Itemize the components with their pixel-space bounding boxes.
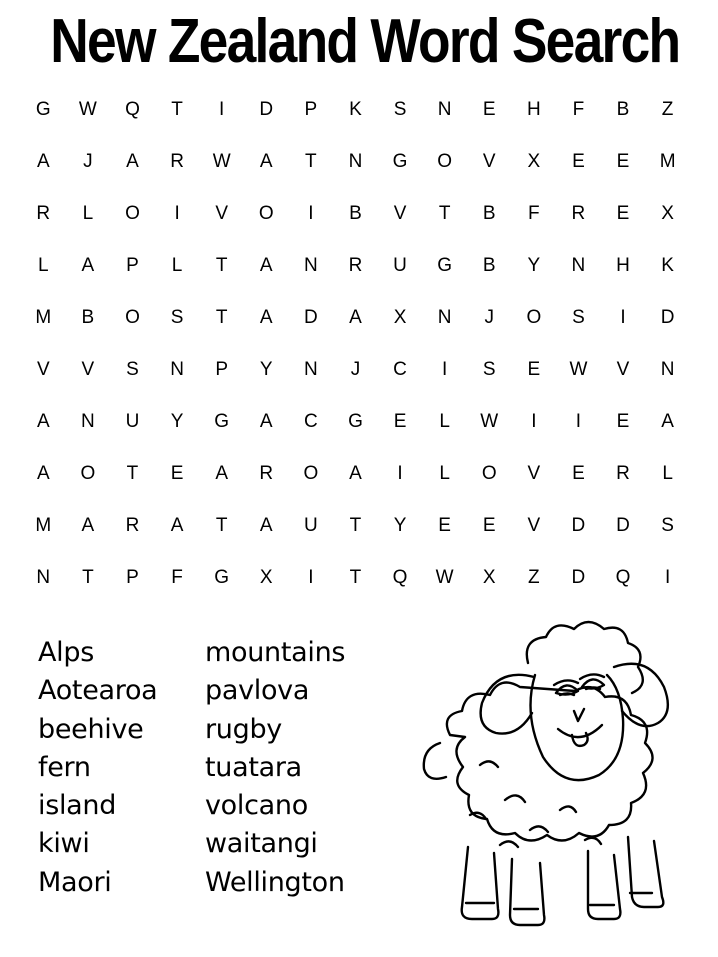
word-list-item: Aotearoa (38, 675, 158, 707)
grid-cell: P (304, 99, 318, 120)
grid-cell: V (527, 515, 541, 536)
grid-cell: H (616, 255, 630, 276)
grid-cell: W (212, 151, 231, 172)
grid-cell: E (527, 359, 541, 380)
grid-cell: Y (393, 515, 407, 536)
grid-cell: A (81, 515, 95, 536)
grid-cell: Q (125, 99, 140, 120)
grid-cell: Z (528, 567, 540, 588)
grid-cell: A (215, 463, 229, 484)
grid-cell: V (36, 359, 50, 380)
grid-cell: A (259, 307, 273, 328)
grid-cell: Y (259, 359, 273, 380)
grid-cell: S (572, 307, 585, 328)
grid-cell: C (393, 359, 407, 380)
grid-cell: R (616, 463, 630, 484)
grid-cell: E (572, 151, 585, 172)
grid-cell: O (437, 151, 453, 172)
grid-cell: E (438, 515, 451, 536)
grid-cell: T (215, 255, 228, 276)
grid-cell: A (36, 151, 50, 172)
grid-cell: L (82, 203, 94, 224)
grid-cell: I (219, 99, 225, 120)
grid-cell: S (393, 99, 407, 120)
grid-cell: Z (661, 99, 674, 120)
grid-cell: D (259, 99, 274, 120)
grid-cell: V (616, 359, 630, 380)
grid-cell: G (35, 99, 51, 120)
grid-cell: H (526, 99, 541, 120)
grid-cell: X (393, 307, 407, 328)
grid-cell: L (662, 463, 673, 484)
grid-cell: A (259, 411, 273, 432)
sheep-leg-front-right (510, 859, 544, 925)
sheep-leg-front-left (462, 847, 499, 919)
grid-cell: N (36, 567, 51, 588)
grid-cell: V (215, 203, 229, 224)
grid-cell: E (393, 411, 407, 432)
grid-cell: G (214, 411, 230, 432)
grid-cell: P (126, 567, 139, 588)
grid-cell: I (308, 203, 314, 224)
grid-cell: I (575, 411, 582, 432)
sheep-illustration (410, 615, 695, 935)
word-list-item: kiwi (38, 828, 90, 860)
grid-cell: N (81, 411, 95, 432)
grid-cell: V (81, 359, 95, 380)
grid-cell: D (303, 307, 318, 328)
word-list-item: Wellington (205, 866, 345, 898)
grid-cell: E (482, 515, 496, 536)
grid-cell: T (215, 515, 228, 536)
word-list-column-1 (38, 634, 157, 902)
grid-cell: A (661, 411, 674, 432)
grid-cell: A (349, 307, 362, 328)
grid-cell: E (482, 99, 496, 120)
grid-cell: N (437, 307, 452, 328)
grid-cell: T (349, 515, 362, 536)
grid-cell: T (349, 567, 362, 588)
grid-cell: U (303, 515, 318, 536)
grid-cell: A (259, 151, 273, 172)
grid-cell: T (171, 99, 183, 120)
grid-cell: T (82, 567, 94, 588)
grid-cell: E (616, 151, 630, 172)
grid-cell: B (482, 255, 496, 276)
grid-cell: S (170, 307, 184, 328)
grid-cell: E (170, 463, 184, 484)
grid-cell: R (125, 515, 140, 536)
grid-cell: O (481, 463, 497, 484)
sheep-mouth (558, 725, 602, 737)
grid-cell: A (126, 151, 139, 172)
grid-cell: A (36, 411, 50, 432)
grid-cell: X (482, 567, 496, 588)
grid-cell: B (349, 203, 362, 224)
grid-cell: G (437, 255, 453, 276)
sheep-leg-back-right (628, 837, 663, 907)
grid-cell: J (350, 359, 361, 380)
grid-cell: F (528, 203, 540, 224)
grid-cell: I (620, 307, 626, 328)
grid-cell: R (259, 463, 274, 484)
grid-cell: R (36, 203, 51, 224)
grid-cell: O (258, 203, 274, 224)
word-list-item: mountains (205, 637, 346, 668)
grid-cell: V (482, 151, 496, 172)
word-list-item: beehive (38, 713, 144, 745)
grid-cell: J (83, 151, 93, 172)
grid-cell: A (36, 463, 50, 484)
grid-cell: O (80, 463, 96, 484)
grid-cell: X (661, 203, 674, 224)
grid-cell: X (259, 567, 273, 588)
grid-cell: E (616, 203, 630, 224)
grid-cell: I (442, 359, 448, 380)
grid-cell: M (35, 307, 52, 328)
grid-cell: R (170, 151, 184, 172)
grid-cell: N (303, 359, 318, 380)
grid-cell: A (81, 255, 95, 276)
grid-cell: P (215, 359, 229, 380)
grid-cell: I (174, 203, 180, 224)
grid-cell: A (259, 255, 273, 276)
page-title: New Zealand Word Search (50, 7, 680, 76)
sheep-leg-back-left (588, 851, 620, 919)
grid-cell: G (392, 151, 408, 172)
grid-cell: N (348, 151, 363, 172)
grid-cell: A (170, 515, 184, 536)
word-list-item: pavlova (205, 675, 310, 707)
word-list-column-2 (205, 634, 345, 902)
grid-cell: R (571, 203, 586, 224)
grid-cell: A (349, 463, 362, 484)
grid-cell: G (214, 567, 230, 588)
sheep-eye-right (582, 679, 604, 689)
grid-cell: G (348, 411, 363, 432)
grid-cell: Y (527, 255, 541, 276)
grid-cell: B (616, 99, 630, 120)
grid-cell: F (572, 99, 585, 120)
grid-cell: O (526, 307, 542, 328)
grid-cell: B (81, 307, 95, 328)
grid-cell: I (397, 463, 403, 484)
grid-cell: U (393, 255, 407, 276)
grid-cell: T (215, 307, 228, 328)
grid-cell: L (38, 255, 49, 276)
grid-cell: M (659, 151, 676, 172)
grid-cell: L (439, 411, 450, 432)
grid-cell: S (661, 515, 674, 536)
grid-cell: N (571, 255, 586, 276)
grid-cell: K (349, 99, 362, 120)
sheep-nose (574, 709, 584, 721)
word-list-item: rugby (205, 713, 282, 745)
grid-cell: T (126, 463, 139, 484)
word-list-item: Alps (38, 637, 94, 668)
word-list-item: Maori (38, 866, 112, 898)
grid-cell: J (484, 307, 494, 328)
grid-cell: D (616, 515, 630, 536)
sheep-tail (424, 743, 446, 779)
grid-cell: R (348, 255, 363, 276)
grid-cell: L (439, 463, 450, 484)
grid-cell: O (125, 307, 140, 328)
grid-cell: O (125, 203, 140, 224)
grid-cell: S (126, 359, 139, 380)
grid-cell: K (661, 255, 674, 276)
grid-cell: N (170, 359, 184, 380)
grid-cell: C (303, 411, 318, 432)
grid-cell: E (616, 411, 630, 432)
grid-cell: O (303, 463, 319, 484)
word-list-item: tuatara (205, 751, 302, 783)
letter-grid (21, 84, 685, 604)
grid-cell: W (78, 99, 97, 120)
grid-cell: T (438, 203, 451, 224)
grid-cell: V (527, 463, 541, 484)
grid-cell: I (308, 567, 314, 588)
grid-cell: Y (170, 411, 184, 432)
grid-cell: X (527, 151, 541, 172)
grid-cell: V (393, 203, 407, 224)
grid-cell: S (482, 359, 496, 380)
grid-cell: N (303, 255, 318, 276)
grid-cell: I (664, 567, 671, 588)
grid-cell: Q (392, 567, 408, 588)
grid-cell: Q (615, 567, 631, 588)
word-list-item: waitangi (205, 828, 318, 860)
grid-cell: W (480, 411, 499, 432)
grid-cell: A (259, 515, 273, 536)
grid-cell: D (571, 567, 586, 588)
grid-cell: N (660, 359, 675, 380)
grid-cell: N (437, 99, 452, 120)
grid-cell: D (660, 307, 675, 328)
grid-cell: F (171, 567, 183, 588)
grid-cell: W (569, 359, 588, 380)
grid-cell: E (572, 463, 585, 484)
word-list-item: volcano (205, 790, 308, 822)
grid-cell: U (125, 411, 140, 432)
word-list-item: island (38, 790, 117, 822)
grid-cell: D (571, 515, 586, 536)
grid-cell: B (482, 203, 496, 224)
grid-cell: T (305, 151, 317, 172)
grid-cell: P (126, 255, 139, 276)
grid-cell: M (35, 515, 52, 536)
word-list-item: fern (38, 751, 91, 783)
grid-cell: W (435, 567, 454, 588)
grid-cell: L (171, 255, 183, 276)
grid-cell: I (531, 411, 537, 432)
